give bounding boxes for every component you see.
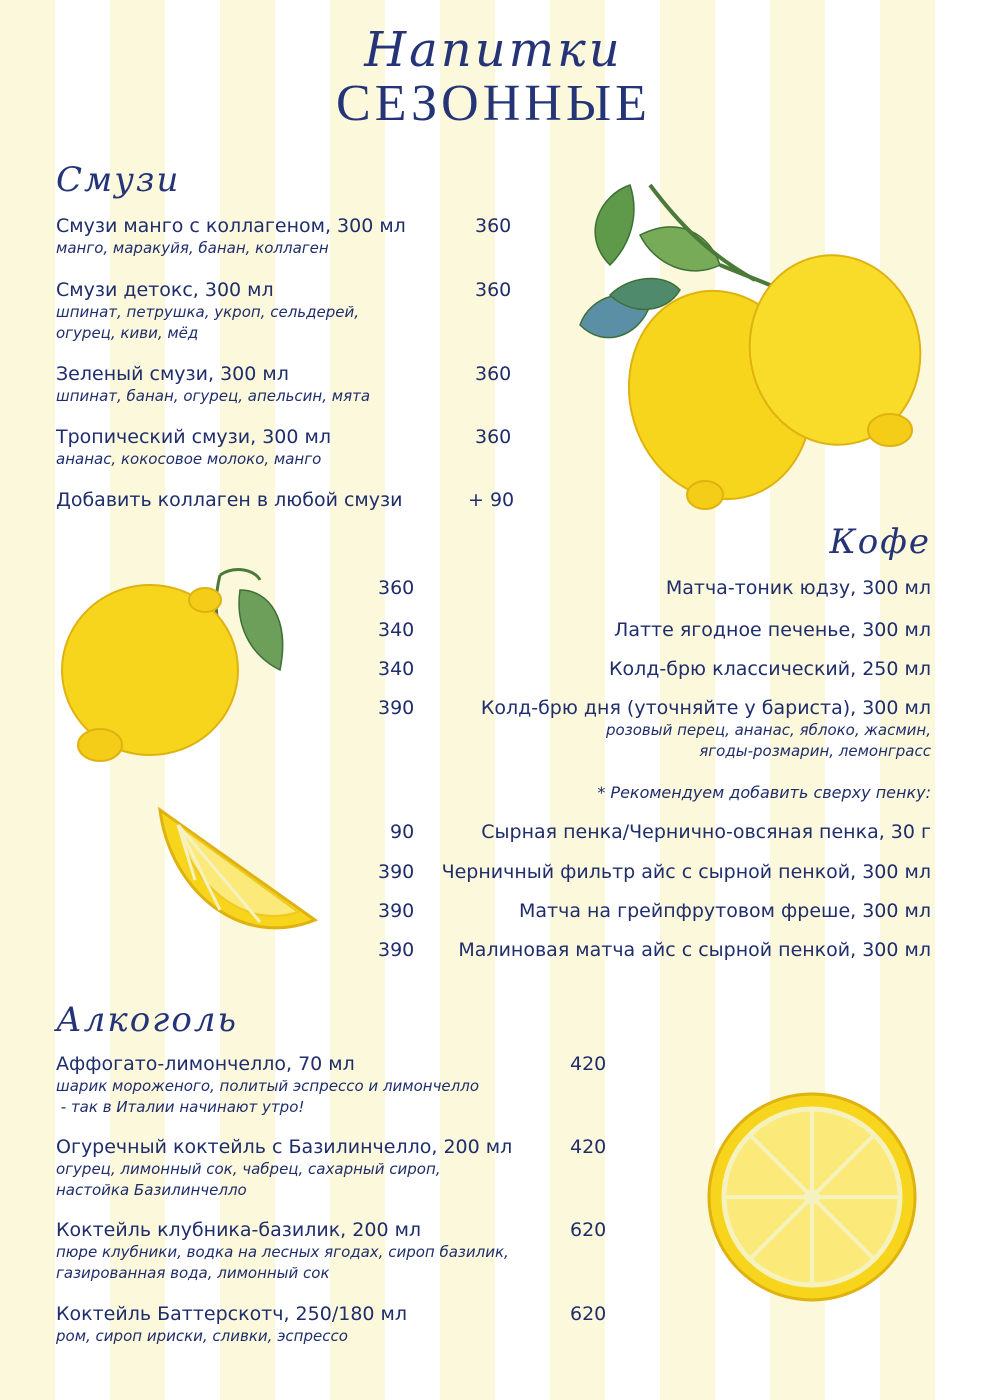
item-desc: пюре клубники, водка на лесных ягодах, сироп базилик, <box>56 1243 509 1261</box>
item-price: + 90 <box>468 489 515 511</box>
lemon-slice-icon <box>705 1090 920 1305</box>
item-price: 620 <box>570 1219 607 1241</box>
item-name: Смузи манго с коллагеном, 300 мл <box>56 215 406 237</box>
item-price: 360 <box>475 363 512 385</box>
item-name: Колд-брю классический, 250 мл <box>609 658 931 680</box>
menu-item <box>481 820 931 844</box>
script-title: Напитки <box>364 22 623 78</box>
item-desc: огурец, киви, мёд <box>56 324 199 342</box>
item-desc: шарик мороженого, политый эспрессо и лимончелло <box>56 1077 480 1095</box>
menu-item <box>56 1052 479 1118</box>
item-price: 360 <box>475 215 512 237</box>
item-name: Смузи детокс, 300 мл <box>56 279 274 301</box>
item-price: 420 <box>570 1053 607 1075</box>
section-title-smoothies: Смузи <box>56 160 181 200</box>
item-name: Добавить коллаген в любой смузи <box>56 489 403 511</box>
coffee-note: * Рекомендуем добавить сверху пенку: <box>597 783 931 802</box>
menu-item <box>458 938 931 962</box>
item-price: 390 <box>378 697 415 719</box>
item-price: 620 <box>570 1303 607 1325</box>
menu-item <box>56 1218 509 1284</box>
item-price: 90 <box>390 821 415 843</box>
section-title-alcohol: Алкоголь <box>56 1000 238 1040</box>
item-name: Матча на грейпфрутовом фреше, 300 мл <box>519 900 931 922</box>
menu-item <box>56 488 402 512</box>
item-name: Сырная пенка/Чернично-овсяная пенка, 30 г <box>481 821 931 843</box>
item-name: Зеленый смузи, 300 мл <box>56 363 289 385</box>
item-desc: шпинат, петрушка, укроп, сельдерей, <box>56 303 359 321</box>
item-price: 360 <box>378 577 415 599</box>
item-name: Коктейль Баттерскотч, 250/180 мл <box>56 1303 408 1325</box>
menu-item <box>56 214 406 259</box>
item-desc: огурец, лимонный сок, чабрец, сахарный сироп, <box>56 1160 441 1178</box>
lemon-pair-icon <box>570 155 930 525</box>
item-desc: - так в Италии начинают утро! <box>56 1098 305 1116</box>
menu-item <box>56 362 370 407</box>
menu-item <box>481 696 931 762</box>
menu-item <box>56 278 359 344</box>
item-desc: газированная вода, лимонный сок <box>56 1264 330 1282</box>
menu-item <box>442 860 931 884</box>
item-desc: ягоды-розмарин, лемонграсс <box>699 742 931 760</box>
item-name: Коктейль клубника-базилик, 200 мл <box>56 1219 422 1241</box>
item-price: 360 <box>475 279 512 301</box>
item-price: 390 <box>378 900 415 922</box>
item-name: Огуречный коктейль с Базилинчелло, 200 мл <box>56 1136 513 1158</box>
item-name: Матча-тоник юдзу, 300 мл <box>665 577 931 599</box>
item-price: 390 <box>378 861 415 883</box>
item-price: 390 <box>378 939 415 961</box>
item-name: Колд-брю дня (уточняйте у бариста), 300 мл <box>480 697 931 719</box>
item-desc: настойка Базилинчелло <box>56 1181 247 1199</box>
lemon-wedge-icon <box>150 800 320 950</box>
item-desc: шпинат, банан, огурец, апельсин, мята <box>56 387 371 405</box>
item-name: Тропический смузи, 300 мл <box>56 426 331 448</box>
item-price: 360 <box>475 426 512 448</box>
item-name: Черничный фильтр айс с сырной пенкой, 300 мл <box>441 861 931 883</box>
menu-item <box>56 425 331 470</box>
item-name: Малиновая матча айс с сырной пенкой, 300 мл <box>458 939 931 961</box>
menu-item <box>56 1302 407 1347</box>
section-title-coffee: Кофе <box>829 522 931 562</box>
menu-item <box>56 1135 512 1201</box>
menu-item <box>614 618 931 642</box>
item-price: 420 <box>570 1136 607 1158</box>
item-price: 340 <box>378 658 415 680</box>
item-name: Латте ягодное печенье, 300 мл <box>614 619 931 641</box>
item-desc: розовый перец, ананас, яблоко, жасмин, <box>606 721 931 739</box>
menu-item <box>519 899 931 923</box>
item-desc: ананас, кокосовое молоко, манго <box>56 450 322 468</box>
menu-item <box>666 576 931 600</box>
item-desc: манго, маракуйя, банан, коллаген <box>56 239 329 257</box>
page-title: СЕЗОННЫЕ <box>336 75 651 132</box>
item-price: 340 <box>378 619 415 641</box>
lemon-icon <box>55 560 300 775</box>
menu-item <box>609 657 931 681</box>
item-name: Аффогато-лимончелло, 70 мл <box>56 1053 355 1075</box>
item-desc: ром, сироп ириски, сливки, эспрессо <box>56 1327 348 1345</box>
